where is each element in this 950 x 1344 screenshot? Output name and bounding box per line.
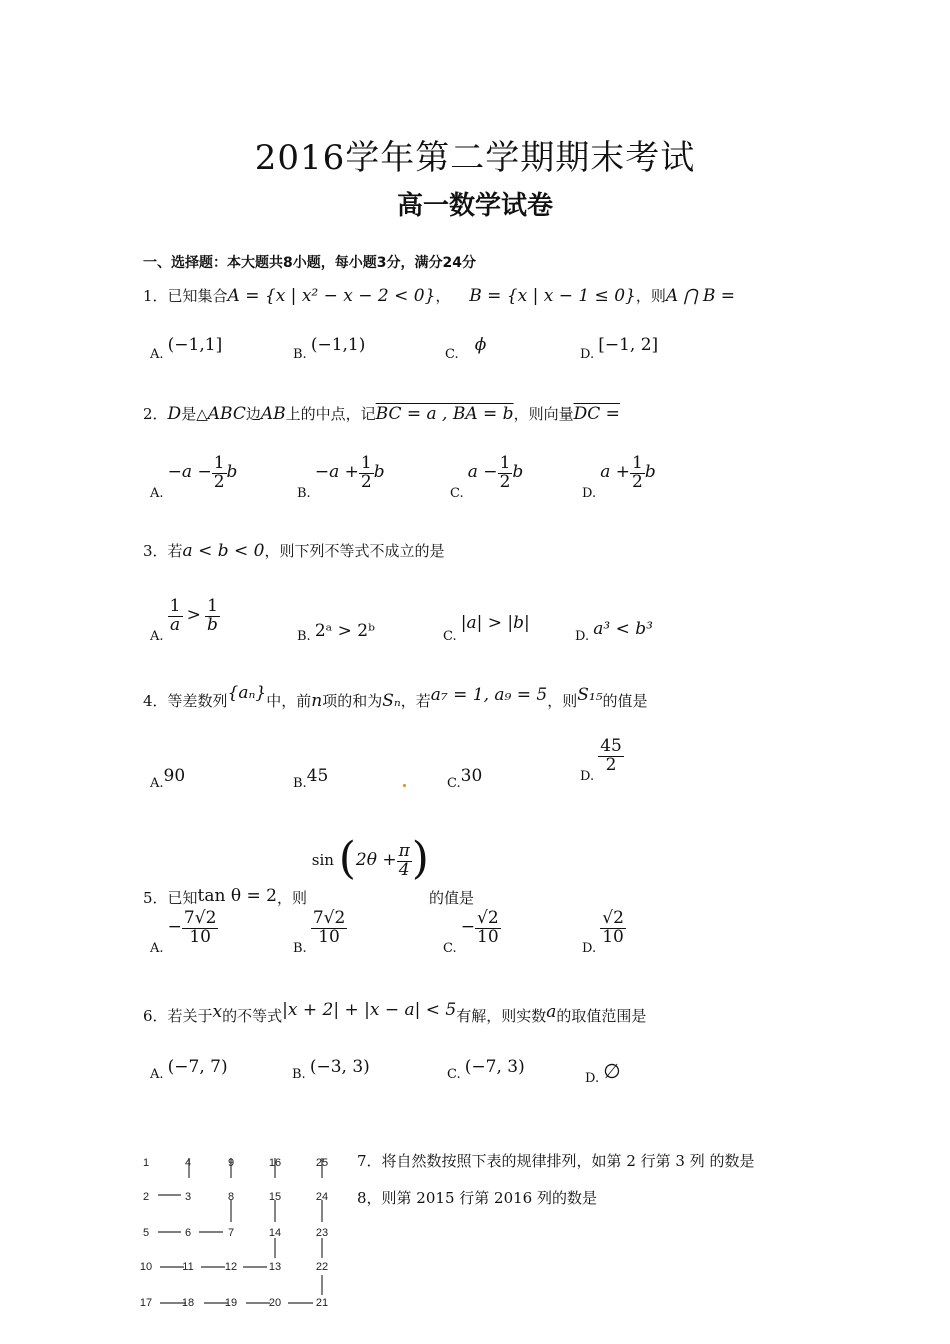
grid-number: 6 <box>184 1227 192 1239</box>
exam-title: 2016学年第二学期期末考试 <box>254 138 696 178</box>
grid-number: 13 <box>268 1261 282 1273</box>
arrangement-numbers <box>140 1157 328 1309</box>
q2-option-b: B. −a + $\frac{1}{2}$ b <box>297 453 385 501</box>
grid-number: 20 <box>268 1297 282 1309</box>
arrangement-connectors <box>158 1158 322 1303</box>
grid-number: 22 <box>315 1261 329 1273</box>
q2-option-c: C. a − $\frac{1}{2}$ b <box>450 453 524 501</box>
number-arrangement-table <box>138 1150 348 1315</box>
question-6-stem: 6．若关于x的不等式|x + 2| + |x − a| < 5有解，则实数a的取值范围是 <box>143 1000 647 1025</box>
grid-number: 3 <box>184 1191 192 1203</box>
grid-number: 9 <box>227 1157 235 1169</box>
grid-number: 12 <box>224 1261 238 1273</box>
grid-number: 14 <box>268 1227 282 1239</box>
exam-subtitle: 高一数学试卷 <box>396 191 553 221</box>
question-2-stem: 2．D是△ABC边AB上的中点，记BC = a , BA = b，则向量DC = <box>143 404 620 424</box>
question-7-line-2: 8，则第 2015 行第 2016 列的数是 <box>357 1189 597 1207</box>
grid-number: 23 <box>315 1227 329 1239</box>
q2-option-d: D. a + $\frac{1}{2}$ b <box>582 453 656 501</box>
q5-option-a: A. − $\frac{7√2}{10}$ <box>150 908 217 956</box>
grid-number: 15 <box>268 1191 282 1203</box>
grid-number: 5 <box>142 1227 150 1239</box>
question-5-stem: 5．已知tan θ = 2，则 sin (2θ + $\frac{\pi}{4}$ )的值是 <box>143 833 474 907</box>
grid-number: 24 <box>315 1191 329 1203</box>
grid-number: 19 <box>224 1297 238 1309</box>
q6-option-b: B. (−3, 3) <box>292 1057 370 1082</box>
q4-option-b: B.45 <box>293 766 329 791</box>
grid-number: 10 <box>139 1261 153 1273</box>
grid-number: 18 <box>181 1297 195 1309</box>
q4-option-a: A.90 <box>150 766 186 791</box>
grid-number: 11 <box>182 1261 194 1273</box>
question-4-stem: 4．等差数列{aₙ}中，前n项的和为Sₙ，若a₇ = 1, a₉ = 5，则S₁₅的值是 <box>143 683 648 711</box>
grid-number: 16 <box>268 1157 282 1169</box>
q2-option-a: A. −a − $\frac{1}{2}$ b <box>150 453 238 501</box>
q4-option-c: C.30 <box>447 766 483 791</box>
q5-option-d: D. $\frac{√2}{10}$ <box>582 908 624 956</box>
q6-option-d: D. ∅ <box>585 1059 621 1086</box>
q6-option-c: C. (−7, 3) <box>447 1057 525 1082</box>
grid-number: 2 <box>142 1191 150 1203</box>
q1-option-b: B. (−1,1) <box>293 335 366 362</box>
grid-number: 17 <box>139 1297 153 1309</box>
question-7-line-1: 7．将自然数按照下表的规律排列，如第 2 行第 3 列 的数是 <box>357 1152 755 1170</box>
q1-option-c: C. ϕ <box>445 335 487 362</box>
q4-option-d: D. $\frac{45}{2}$ <box>580 736 622 784</box>
q3-option-d: D. a³ < b³ <box>575 619 653 644</box>
grid-number: 8 <box>227 1191 235 1203</box>
q3-option-b: B. 2ᵃ > 2ᵇ <box>297 621 375 644</box>
grid-number: 4 <box>184 1157 192 1169</box>
question-1-stem: 1．已知集合A = {x | x² − x − 2 < 0}， B = {x | x − 1 ≤ 0}，则A ⋂ B = <box>143 286 736 306</box>
q1-option-a: A. (−1,1] <box>150 335 223 362</box>
q5-option-c: C. − $\frac{√2}{10}$ <box>443 908 499 956</box>
q5-option-b: B. $\frac{7√2}{10}$ <box>293 908 346 956</box>
grid-number: 21 <box>315 1297 329 1309</box>
section-heading: 一、选择题：本大题共8小题，每小题3分，满分24分 <box>143 255 476 271</box>
grid-number: 25 <box>315 1157 329 1169</box>
grid-number: 7 <box>227 1227 235 1239</box>
question-3-stem: 3．若a < b < 0，则下列不等式不成立的是 <box>143 541 445 561</box>
q6-option-a: A. (−7, 7) <box>150 1057 228 1082</box>
q3-option-a: A. $\frac{1}{a}$ > $\frac{1}{b}$ <box>150 596 218 644</box>
grid-number: 1 <box>142 1157 150 1169</box>
q3-option-c: C. |a| > |b| <box>443 613 530 644</box>
q1-option-d: D. [−1, 2] <box>580 335 659 362</box>
stray-mark <box>403 784 406 787</box>
